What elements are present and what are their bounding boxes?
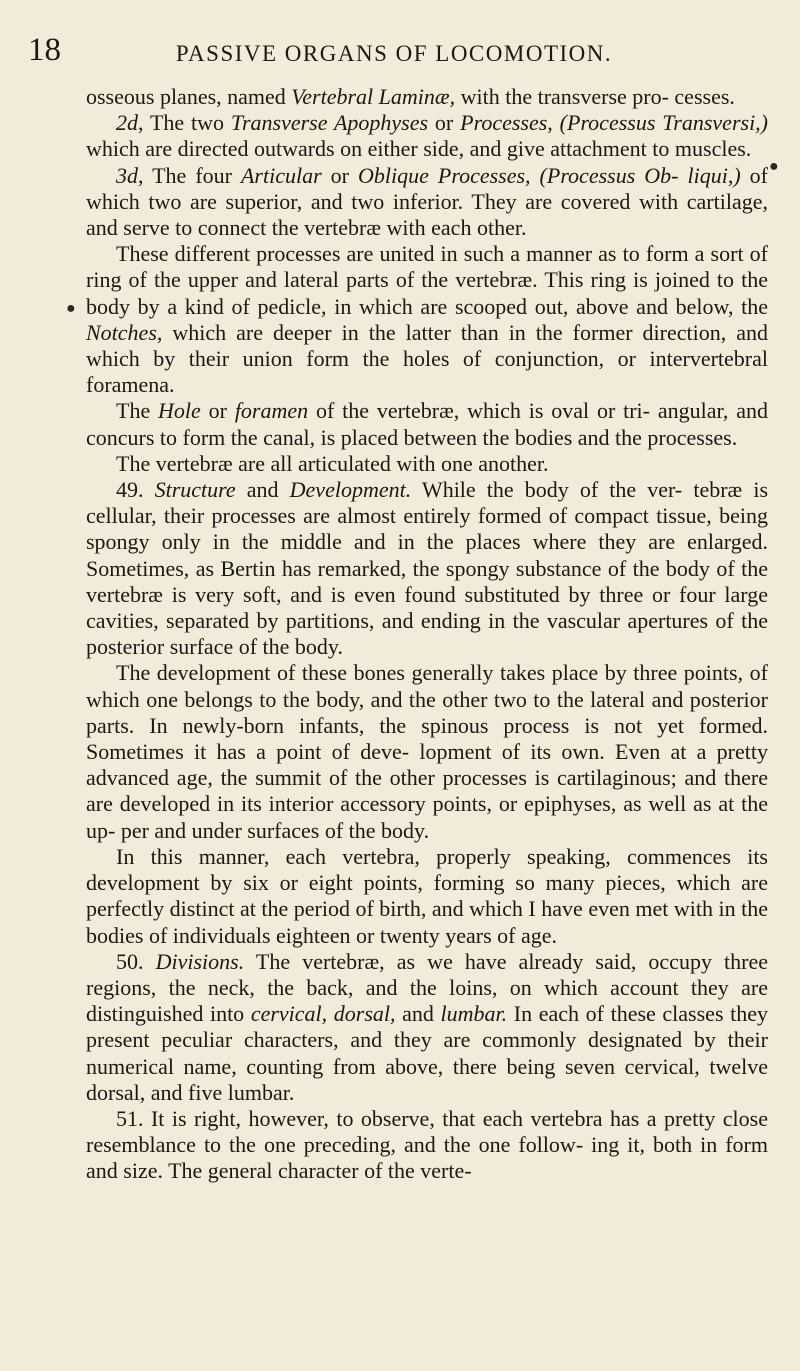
page-number: 18 bbox=[28, 32, 61, 68]
text-run: These different processes are united in such a manner as to form a sort of ring of the upper and lateral parts of the vertebræ. This ring is joined to the body by a kind of pedicle, in which are scooped out, above and below, the bbox=[86, 241, 768, 319]
paragraph-p10 bbox=[86, 949, 768, 1106]
text-run: The development of these bones generally takes place by three points, of which one belongs to the body, and the other two to the lateral and posterior parts. In newly-born infants, the spinous process is not yet formed. Sometimes it has a point of deve- lopment of its own. Even at a pretty advanced age, the summit of the other processes is cartilaginous; and there are developed in its interior accessory points, or epiphyses, as well as at the up- per and under surfaces of the body. bbox=[86, 660, 768, 843]
italic-run: 2 bbox=[116, 110, 127, 136]
paragraph-p8 bbox=[86, 660, 768, 843]
paragraph-p4 bbox=[86, 241, 768, 398]
margin-dot-mark: ● bbox=[66, 300, 76, 317]
text-run: In this manner, each vertebra, properly speaking, commences its development by six or eight points, forming so many pieces, which are perfectly distinct at the period of birth, and which I have even met with in the bodies of individuals eighteen or twenty years of age. bbox=[86, 843, 768, 948]
text-run: or bbox=[200, 398, 235, 424]
text-run: which are directed outwards on either side, and give attachment to muscles. bbox=[86, 136, 752, 162]
italic-run: Transverse Apophyses bbox=[230, 110, 429, 136]
text-run: While the body of the ver- tebræ is cellular, their processes are almost entirely formed of compact tissue, being spongy only in the middle and in the places where they are enlarged. Sometimes, as Bertin has remarked, the spongy substance of the body of the vertebræ is very soft, and is even found substituted by three or four large cavities, separated by partitions, and ending in the vascular apertures of the posterior surface of the body. bbox=[86, 477, 769, 660]
italic-run: Articular bbox=[240, 162, 322, 188]
paragraph-p7 bbox=[86, 477, 768, 660]
text-run: and bbox=[395, 1001, 441, 1027]
italic-run: lumbar. bbox=[440, 1001, 508, 1027]
italic-run: Structure bbox=[154, 477, 236, 503]
italic-run: Oblique Processes, (Processus Ob- liqui,) bbox=[358, 162, 741, 188]
text-run: and bbox=[235, 477, 290, 503]
italic-run: d bbox=[127, 162, 138, 188]
italic-run: d bbox=[127, 110, 138, 136]
text-run: or bbox=[428, 110, 461, 136]
text-run: 49. bbox=[116, 477, 155, 503]
italic-run: Hole bbox=[158, 398, 201, 424]
text-run: , The four bbox=[138, 162, 241, 188]
paragraph-p11 bbox=[86, 1106, 768, 1185]
paragraph-p9 bbox=[86, 844, 768, 949]
text-run: with the transverse pro- cesses. bbox=[455, 84, 735, 109]
paragraph-p2 bbox=[86, 110, 768, 162]
margin-dot-mark: ● bbox=[769, 158, 779, 175]
text-run: The vertebræ are all articulated with one another. bbox=[116, 450, 549, 476]
italic-run: Development. bbox=[289, 477, 412, 503]
text-run: , The two bbox=[138, 110, 231, 136]
text-run: or bbox=[321, 162, 358, 188]
paragraph-p5 bbox=[86, 398, 768, 450]
paragraph-p3 bbox=[86, 163, 768, 242]
text-run: of which two are superior, and two inferior. They are covered with cartilage, and serve to connect the vertebræ with each other. bbox=[86, 162, 769, 241]
paragraph-p6 bbox=[86, 451, 768, 477]
text-run: The vertebræ, as we have already said, occupy three regions, the neck, the back, and the loins, on which account they are distinguished into bbox=[86, 948, 768, 1027]
text-run: osseous planes, named bbox=[86, 84, 292, 109]
running-title: PASSIVE ORGANS OF LOCOMOTION. bbox=[175, 41, 613, 66]
italic-run: Vertebral Laminæ, bbox=[291, 84, 456, 109]
page-header bbox=[28, 30, 760, 70]
text-run: The bbox=[116, 398, 159, 424]
text-run: 51. It is right, however, to observe, that each vertebra has a pretty close resemblance to the one preceding, and the one follow- ing it, both in form and size. The general character of the verte- bbox=[86, 1105, 768, 1184]
text-run: 50. bbox=[116, 948, 156, 974]
italic-run: Divisions. bbox=[155, 948, 245, 974]
italic-run: Notches, bbox=[86, 319, 163, 345]
text-run: which are deeper in the latter than in the former direction, and which by their union form the holes of conjunction, or intervertebral foramena. bbox=[86, 319, 768, 398]
italic-run: 3 bbox=[116, 162, 127, 188]
body-text bbox=[86, 84, 768, 1185]
italic-run: foramen bbox=[234, 398, 309, 424]
text-run: In each of these classes they present peculiar characters, and they are commonly designated by their numerical name, counting from above, there being seven cervical, twelve dorsal, and five lumbar. bbox=[86, 1001, 768, 1105]
italic-run: cervical, dorsal, bbox=[250, 1001, 396, 1027]
text-run: of the vertebræ, which is oval or tri- angular, and concurs to form the canal, is placed between the bodies and the processes. bbox=[86, 398, 769, 450]
paragraph-p1 bbox=[86, 84, 768, 110]
italic-run: Processes, (Processus Transversi,) bbox=[460, 110, 769, 136]
